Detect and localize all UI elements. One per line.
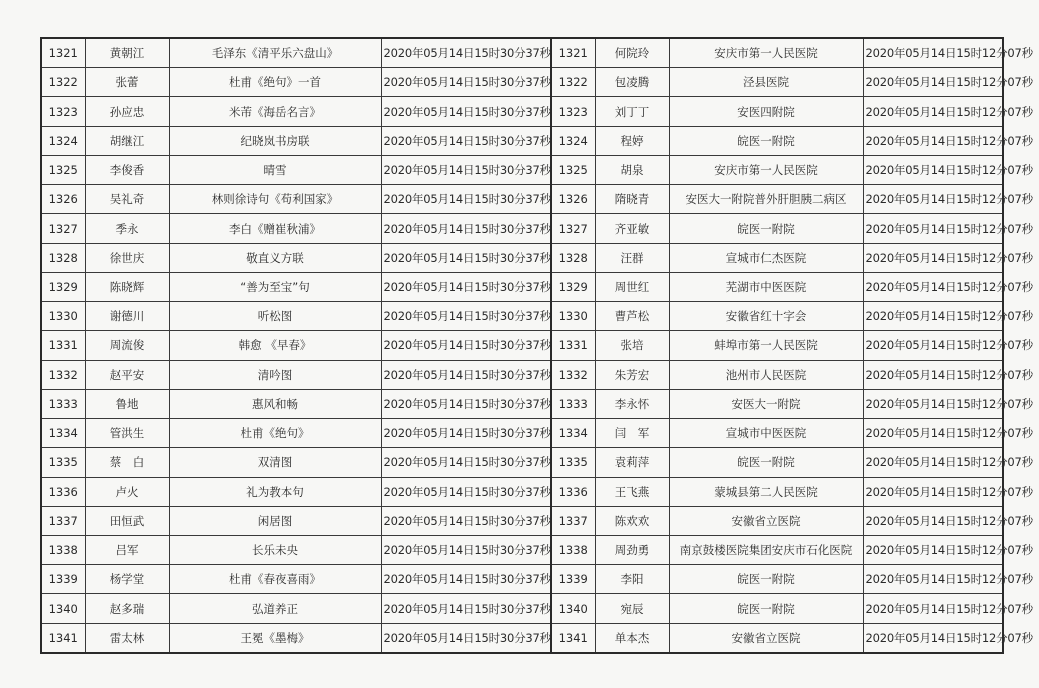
left-work-title: 纪晓岚书房联 [169,126,381,155]
right-person-name: 张培 [595,331,669,360]
left-timestamp: 2020年05月14日15时30分37秒 [381,594,551,623]
left-work-title: 米芾《海岳名言》 [169,97,381,126]
right-organization: 皖医一附院 [669,126,863,155]
right-organization: 安医四附院 [669,97,863,126]
left-timestamp: 2020年05月14日15时30分37秒 [381,302,551,331]
left-work-title: 清吟图 [169,360,381,389]
right-serial-number: 1338 [551,535,595,564]
right-timestamp: 2020年05月14日15时12分07秒 [863,331,1003,360]
table-row [41,68,1003,97]
left-serial-number: 1337 [41,506,85,535]
right-organization: 南京鼓楼医院集团安庆市石化医院 [669,535,863,564]
right-serial-number: 1335 [551,448,595,477]
right-serial-number: 1340 [551,594,595,623]
left-work-title: 毛泽东《清平乐六盘山》 [169,38,381,68]
left-person-name: 赵平安 [85,360,169,389]
right-serial-number: 1327 [551,214,595,243]
right-person-name: 周世红 [595,272,669,301]
left-person-name: 黄朝江 [85,38,169,68]
right-organization: 安医大一附院普外肝胆胰二病区 [669,185,863,214]
left-person-name: 陈晓辉 [85,272,169,301]
right-person-name: 袁莉萍 [595,448,669,477]
right-serial-number: 1337 [551,506,595,535]
left-work-title: 听松图 [169,302,381,331]
left-work-title: 李白《赠崔秋浦》 [169,214,381,243]
left-serial-number: 1328 [41,243,85,272]
right-serial-number: 1341 [551,623,595,653]
left-person-name: 蔡 白 [85,448,169,477]
left-serial-number: 1325 [41,155,85,184]
left-person-name: 杨学堂 [85,565,169,594]
right-timestamp: 2020年05月14日15时12分07秒 [863,419,1003,448]
left-person-name: 赵多瑞 [85,594,169,623]
right-organization: 安庆市第一人民医院 [669,38,863,68]
left-work-title: 韩愈 《早春》 [169,331,381,360]
table-row [41,419,1003,448]
right-organization: 宣城市仁杰医院 [669,243,863,272]
right-timestamp: 2020年05月14日15时12分07秒 [863,38,1003,68]
right-timestamp: 2020年05月14日15时12分07秒 [863,535,1003,564]
left-timestamp: 2020年05月14日15时30分37秒 [381,623,551,653]
left-timestamp: 2020年05月14日15时30分37秒 [381,419,551,448]
right-timestamp: 2020年05月14日15时12分07秒 [863,185,1003,214]
right-timestamp: 2020年05月14日15时12分07秒 [863,594,1003,623]
left-serial-number: 1329 [41,272,85,301]
left-timestamp: 2020年05月14日15时30分37秒 [381,155,551,184]
left-work-title: 惠风和畅 [169,389,381,418]
right-timestamp: 2020年05月14日15时12分07秒 [863,155,1003,184]
left-person-name: 李俊香 [85,155,169,184]
left-serial-number: 1332 [41,360,85,389]
left-work-title: 双清图 [169,448,381,477]
left-timestamp: 2020年05月14日15时30分37秒 [381,68,551,97]
left-timestamp: 2020年05月14日15时30分37秒 [381,389,551,418]
left-person-name: 吕军 [85,535,169,564]
left-person-name: 吴礼奇 [85,185,169,214]
right-timestamp: 2020年05月14日15时12分07秒 [863,243,1003,272]
left-person-name: 鲁地 [85,389,169,418]
left-timestamp: 2020年05月14日15时30分37秒 [381,448,551,477]
right-person-name: 何院玲 [595,38,669,68]
right-timestamp: 2020年05月14日15时12分07秒 [863,302,1003,331]
table-row [41,623,1003,653]
table-row [41,97,1003,126]
right-serial-number: 1326 [551,185,595,214]
table-row [41,594,1003,623]
table-row [41,565,1003,594]
left-serial-number: 1326 [41,185,85,214]
left-work-title: 长乐未央 [169,535,381,564]
right-person-name: 汪群 [595,243,669,272]
roster-table [40,37,1033,654]
right-serial-number: 1329 [551,272,595,301]
right-serial-number: 1321 [551,38,595,68]
right-person-name: 隋晓青 [595,185,669,214]
table-row [41,185,1003,214]
right-serial-number: 1336 [551,477,595,506]
roster-body [41,38,1033,653]
left-serial-number: 1339 [41,565,85,594]
right-person-name: 曹芦松 [595,302,669,331]
left-work-title: 敬直义方联 [169,243,381,272]
left-timestamp: 2020年05月14日15时30分37秒 [381,38,551,68]
right-person-name: 李阳 [595,565,669,594]
left-serial-number: 1340 [41,594,85,623]
right-person-name: 王飞燕 [595,477,669,506]
right-organization: 皖医一附院 [669,565,863,594]
left-person-name: 卢火 [85,477,169,506]
right-serial-number: 1332 [551,360,595,389]
right-serial-number: 1330 [551,302,595,331]
left-serial-number: 1335 [41,448,85,477]
left-person-name: 孙应忠 [85,97,169,126]
left-timestamp: 2020年05月14日15时30分37秒 [381,506,551,535]
left-person-name: 季永 [85,214,169,243]
left-serial-number: 1333 [41,389,85,418]
right-serial-number: 1323 [551,97,595,126]
left-work-title: 闲居图 [169,506,381,535]
left-person-name: 谢德川 [85,302,169,331]
left-timestamp: 2020年05月14日15时30分37秒 [381,185,551,214]
right-person-name: 李永怀 [595,389,669,418]
right-organization: 安医大一附院 [669,389,863,418]
left-timestamp: 2020年05月14日15时30分37秒 [381,565,551,594]
right-person-name: 单本杰 [595,623,669,653]
left-serial-number: 1336 [41,477,85,506]
right-organization: 宣城市中医医院 [669,419,863,448]
left-serial-number: 1324 [41,126,85,155]
table-row [41,214,1003,243]
left-person-name: 周流俊 [85,331,169,360]
left-timestamp: 2020年05月14日15时30分37秒 [381,97,551,126]
right-timestamp: 2020年05月14日15时12分07秒 [863,97,1003,126]
right-organization: 皖医一附院 [669,594,863,623]
table-row [41,360,1003,389]
left-serial-number: 1327 [41,214,85,243]
left-work-title: 王冕《墨梅》 [169,623,381,653]
table-row [41,243,1003,272]
right-timestamp: 2020年05月14日15时12分07秒 [863,623,1003,653]
table-row [41,506,1003,535]
left-serial-number: 1338 [41,535,85,564]
right-timestamp: 2020年05月14日15时12分07秒 [863,565,1003,594]
right-organization: 蚌埠市第一人民医院 [669,331,863,360]
left-timestamp: 2020年05月14日15时30分37秒 [381,126,551,155]
left-person-name: 田恒武 [85,506,169,535]
right-serial-number: 1333 [551,389,595,418]
right-person-name: 朱芳宏 [595,360,669,389]
table-row [41,477,1003,506]
left-work-title: 林则徐诗句《苟利国家》 [169,185,381,214]
left-timestamp: 2020年05月14日15时30分37秒 [381,272,551,301]
table-row [41,389,1003,418]
right-serial-number: 1325 [551,155,595,184]
left-person-name: 徐世庆 [85,243,169,272]
right-serial-number: 1322 [551,68,595,97]
right-organization: 芜湖市中医医院 [669,272,863,301]
table-row [41,302,1003,331]
right-organization: 蒙城县第二人民医院 [669,477,863,506]
right-serial-number: 1339 [551,565,595,594]
left-timestamp: 2020年05月14日15时30分37秒 [381,360,551,389]
left-serial-number: 1323 [41,97,85,126]
right-timestamp: 2020年05月14日15时12分07秒 [863,214,1003,243]
left-work-title: “善为至宝”句 [169,272,381,301]
left-person-name: 张蕾 [85,68,169,97]
left-person-name: 雷太林 [85,623,169,653]
left-person-name: 管洪生 [85,419,169,448]
table-row [41,155,1003,184]
left-serial-number: 1322 [41,68,85,97]
right-person-name: 包凌腾 [595,68,669,97]
table-row [41,535,1003,564]
right-person-name: 齐亚敏 [595,214,669,243]
right-timestamp: 2020年05月14日15时12分07秒 [863,448,1003,477]
left-work-title: 礼为教本句 [169,477,381,506]
right-organization: 池州市人民医院 [669,360,863,389]
left-timestamp: 2020年05月14日15时30分37秒 [381,214,551,243]
left-serial-number: 1321 [41,38,85,68]
table-row [41,331,1003,360]
right-organization: 皖医一附院 [669,448,863,477]
right-timestamp: 2020年05月14日15时12分07秒 [863,477,1003,506]
right-timestamp: 2020年05月14日15时12分07秒 [863,272,1003,301]
left-person-name: 胡继江 [85,126,169,155]
left-timestamp: 2020年05月14日15时30分37秒 [381,331,551,360]
right-person-name: 周劲勇 [595,535,669,564]
document-sheet [40,37,1033,654]
left-serial-number: 1330 [41,302,85,331]
right-person-name: 陈欢欢 [595,506,669,535]
right-person-name: 闫 军 [595,419,669,448]
left-serial-number: 1331 [41,331,85,360]
left-timestamp: 2020年05月14日15时30分37秒 [381,243,551,272]
right-person-name: 程婷 [595,126,669,155]
right-serial-number: 1334 [551,419,595,448]
right-person-name: 胡泉 [595,155,669,184]
right-serial-number: 1324 [551,126,595,155]
right-timestamp: 2020年05月14日15时12分07秒 [863,506,1003,535]
right-serial-number: 1331 [551,331,595,360]
left-serial-number: 1341 [41,623,85,653]
left-work-title: 杜甫《绝句》一首 [169,68,381,97]
right-timestamp: 2020年05月14日15时12分07秒 [863,68,1003,97]
left-timestamp: 2020年05月14日15时30分37秒 [381,477,551,506]
right-timestamp: 2020年05月14日15时12分07秒 [863,126,1003,155]
table-row [41,448,1003,477]
right-person-name: 刘丁丁 [595,97,669,126]
right-organization: 安庆市第一人民医院 [669,155,863,184]
right-organization: 安徽省立医院 [669,506,863,535]
right-organization: 安徽省立医院 [669,623,863,653]
right-timestamp: 2020年05月14日15时12分07秒 [863,360,1003,389]
table-row [41,272,1003,301]
right-organization: 泾县医院 [669,68,863,97]
left-work-title: 杜甫《春夜喜雨》 [169,565,381,594]
left-serial-number: 1334 [41,419,85,448]
right-timestamp: 2020年05月14日15时12分07秒 [863,389,1003,418]
table-row [41,126,1003,155]
right-person-name: 宛辰 [595,594,669,623]
right-serial-number: 1328 [551,243,595,272]
right-organization: 皖医一附院 [669,214,863,243]
left-work-title: 弘道养正 [169,594,381,623]
right-organization: 安徽省红十字会 [669,302,863,331]
left-work-title: 晴雪 [169,155,381,184]
left-work-title: 杜甫《绝句》 [169,419,381,448]
left-timestamp: 2020年05月14日15时30分37秒 [381,535,551,564]
table-row [41,38,1003,68]
